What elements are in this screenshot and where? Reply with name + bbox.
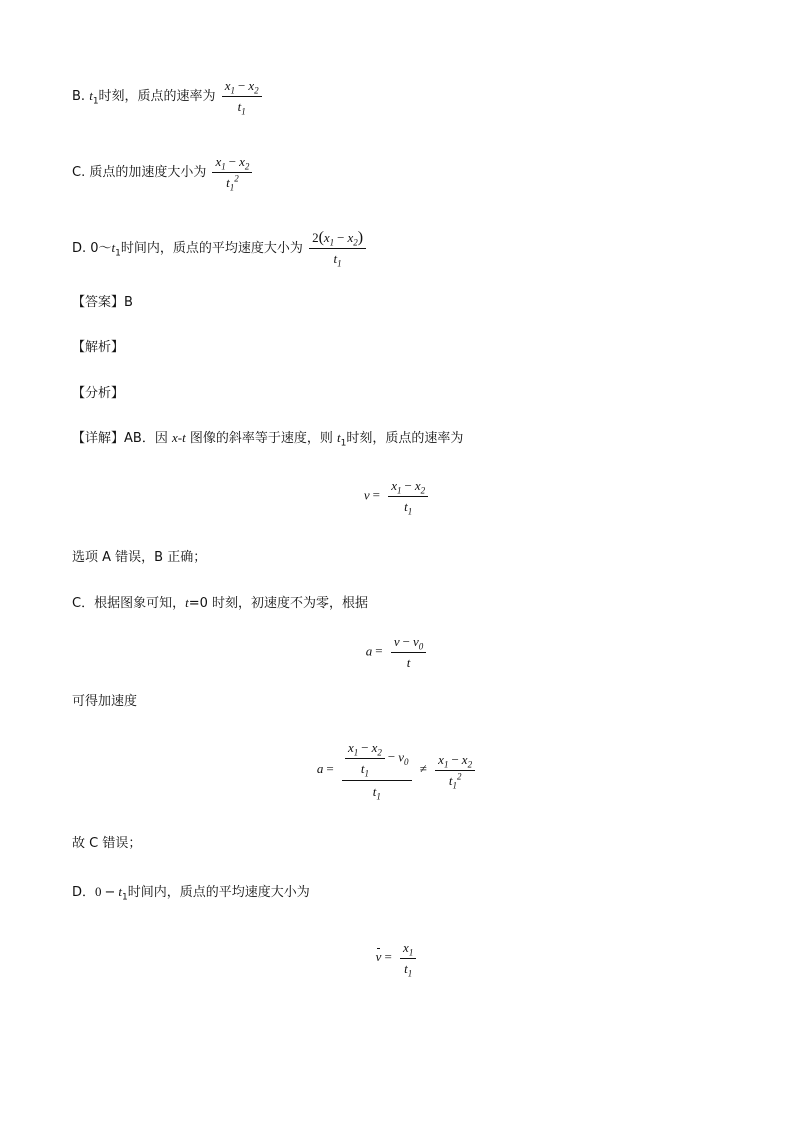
conclusion-ab: 选项 A 错误，B 正确； (72, 550, 207, 565)
equation-compound: a = $\frac{x_1 - x_2}{t_1}$ − $v_0$ $t_1$ ≠ $\frac{x_1 - x_2}{t_1^2}$ (0, 740, 794, 800)
kede-line: 可得加速度 (72, 694, 138, 709)
answer-value: B (124, 295, 133, 310)
fraction-c: $\frac{x_1 - x_2}{t_1^2}$ (212, 154, 252, 191)
option-d: D. $0\sim t_1$时间内，质点的平均速度大小为 $\frac{2(x_1 - x_2)}{t_1}$ (72, 230, 368, 267)
option-b: B. $t_1$时刻，质点的速率为 $\frac{x_1 - x_2}{t_1}$ (72, 78, 264, 115)
c-analysis-line: C．根据图象可知，t=0 时刻，初速度不为零，根据 (72, 595, 369, 611)
fenxi-tag: 【分析】 (72, 386, 125, 401)
detail-line: 【详解】AB．因 x-t 图像的斜率等于速度，则 $t_1$时刻，质点的速率为 (72, 430, 464, 449)
answer-line (72, 295, 133, 311)
equation-acceleration: a = $\frac{v - v_0}{t}$ (0, 634, 794, 671)
d-analysis-line: D．$0 - t_1$时间内，质点的平均速度大小为 (72, 884, 310, 903)
analysis-tag: 【解析】 (72, 340, 125, 355)
answer-tag: 【答案】 (72, 295, 125, 310)
fraction-d: $\frac{2(x_1 - x_2)}{t_1}$ (309, 230, 366, 267)
fraction-b: $\frac{x_1 - x_2}{t_1}$ (222, 78, 262, 115)
equation-velocity: v = $\frac{x_1 - x_2}{t_1}$ (0, 478, 794, 515)
c-wrong-line: 故 C 错误； (72, 836, 142, 851)
equation-average-velocity: v = $\frac{x_1}{t_1}$ (0, 940, 794, 977)
option-c: C. 质点的加速度大小为 $\frac{x_1 - x_2}{t_1^2}$ (72, 154, 254, 191)
